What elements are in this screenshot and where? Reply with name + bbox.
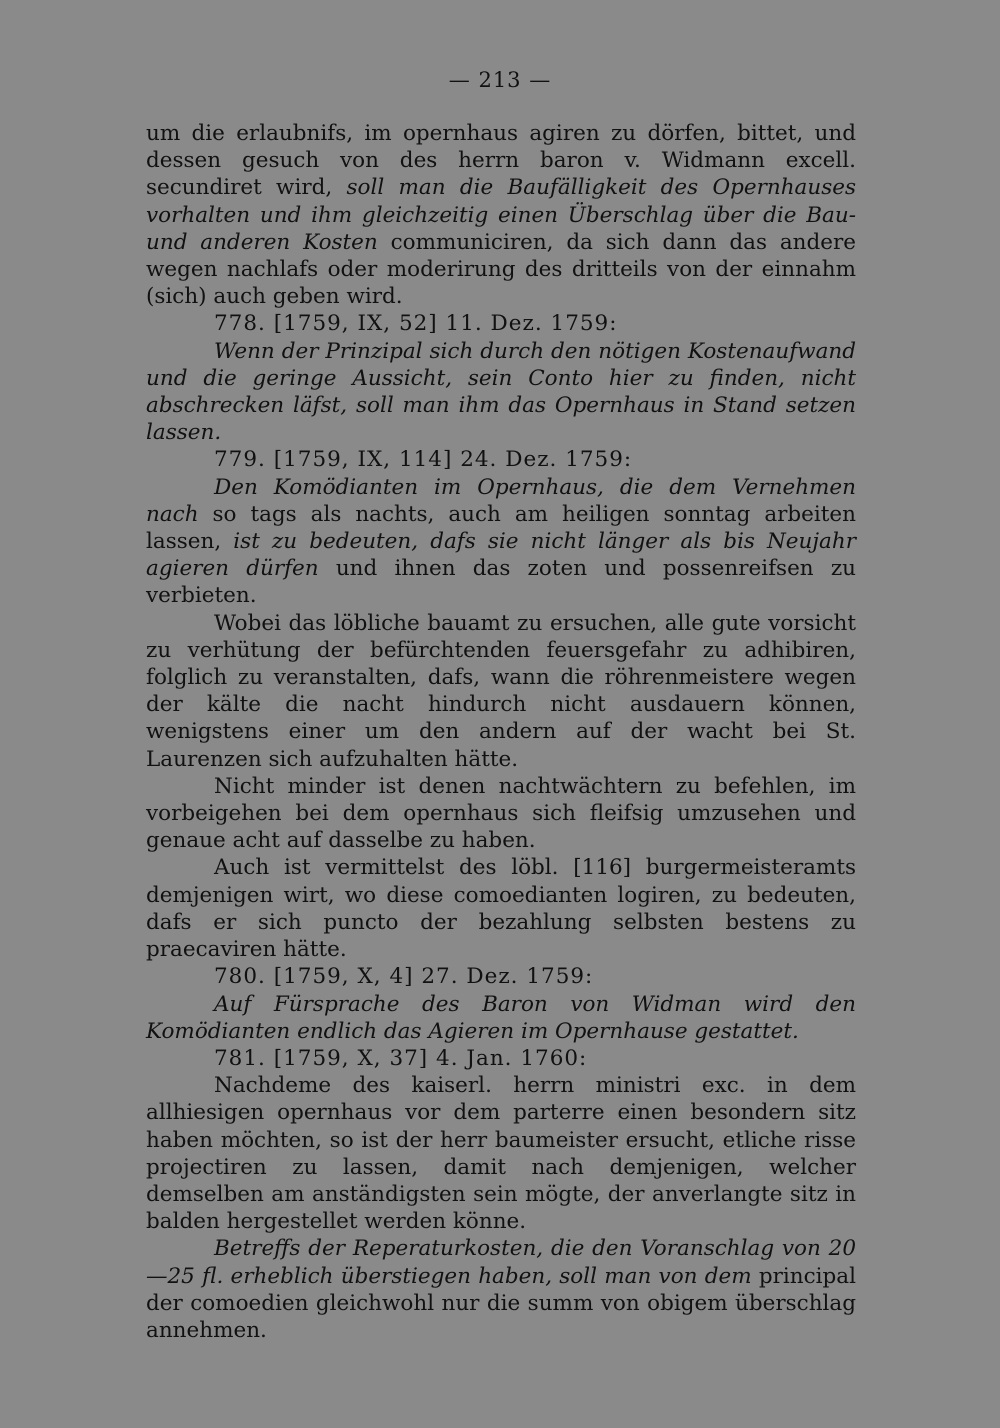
entry-text-781: Nachdeme des kaiserl. herrn ministri exc. in dem allhiesigen opernhaus vor dem parterre einen besondern sitz haben möchten, so ist der herr baumeister ersucht, etliche risse projectiren zu lassen, damit nach demjenigen, welcher demselben am anständigsten sein mögte, der anverlangte sitz in balden hergestellet werden könne. bbox=[146, 1073, 856, 1235]
entry-heading-781: 781. [1759, X, 37] 4. Jan. 1760: bbox=[214, 1045, 588, 1071]
text-run: und ihnen das zoten und possenreifsen zu verbieten. bbox=[146, 556, 856, 609]
text-run: so tags als nachts, auch am heiligen sonntag arbeiten lassen, bbox=[146, 501, 856, 555]
text-run: communiciren, da sich dann das andere wegen nachlafs oder moderirung des dritteils von der einnahm (sich) auch geben wird. bbox=[146, 229, 856, 310]
italic-summary: Den Komödianten im Opernhaus, die dem Vernehmen nach bbox=[146, 474, 856, 527]
entry-heading-778: 778. [1759, IX, 52] 11. Dez. 1759: bbox=[214, 311, 618, 337]
italic-summary: Betreffs der Reperaturkosten, die den Voranschlag von 20—25 fl. erheblich überstiegen haben, soll man von dem bbox=[146, 1236, 856, 1289]
entry-text-779 bbox=[146, 474, 856, 610]
text-run: um die erlaubnifs, im opernhaus agiren zu dörfen, bittet, und dessen gesuch von des herrn baron v. Widmann excell. secundiret wird, bbox=[146, 121, 856, 201]
text-run: principal der comoedien gleichwohl nur die summ von obigem überschlag annehmen. bbox=[146, 1263, 856, 1343]
paragraph-wobei: Wobei das löbliche bauamt zu ersuchen, alle gute vorsicht zu verhütung der befürchtenden feuersgefahr zu adhibiren, folglich zu veranstalten, dafs, wann die röhrenmeistere wegen der kälte die nacht hindurch nicht ausdauern können, wenigstens einer um den andern auf der wacht bei St. Laurenzen sich aufzuhalten hätte. bbox=[146, 610, 856, 772]
body-text bbox=[146, 120, 856, 1344]
italic-summary: ist zu bedeuten, dafs sie nicht länger als bis Neujahr agieren dürfen bbox=[146, 529, 856, 582]
paragraph-auch: Auch ist vermittelst des löbl. [116] burgermeisteramts demjenigen wirt, wo diese comoedianten logiren, zu bedeuten, dafs er sich puncto der bezahlung selbsten bestens zu praecaviren hätte. bbox=[146, 855, 856, 963]
entry-heading-779: 779. [1759, IX, 114] 24. Dez. 1759: bbox=[214, 447, 633, 473]
entry-heading-780: 780. [1759, X, 4] 27. Dez. 1759: bbox=[214, 964, 594, 990]
entry-summary-780: Auf Fürsprache des Baron von Widman wird den Komödianten endlich das Agieren im Opernhause gestattet. bbox=[146, 991, 856, 1044]
paragraph-continuation bbox=[146, 120, 856, 310]
italic-summary: soll man die Baufälligkeit des Opernhauses vorhalten und ihm gleichzeitig einen Überschlag über die Bau- und anderen Kosten bbox=[146, 175, 856, 255]
page-number: — 213 — bbox=[448, 68, 552, 92]
paragraph-nicht-minder: Nicht minder ist denen nachtwächtern zu befehlen, im vorbeigehen bei dem opernhaus sich fleifsig umzusehen und genaue acht auf dasselbe zu haben. bbox=[146, 773, 856, 854]
entry-summary-781 bbox=[146, 1235, 856, 1344]
entry-summary-778: Wenn der Prinzipal sich durch den nötigen Kostenaufwand und die geringe Aussicht, sein Conto hier zu finden, nicht abschrecken läfst, soll man ihm das Opernhaus in Stand setzen lassen. bbox=[146, 338, 856, 446]
